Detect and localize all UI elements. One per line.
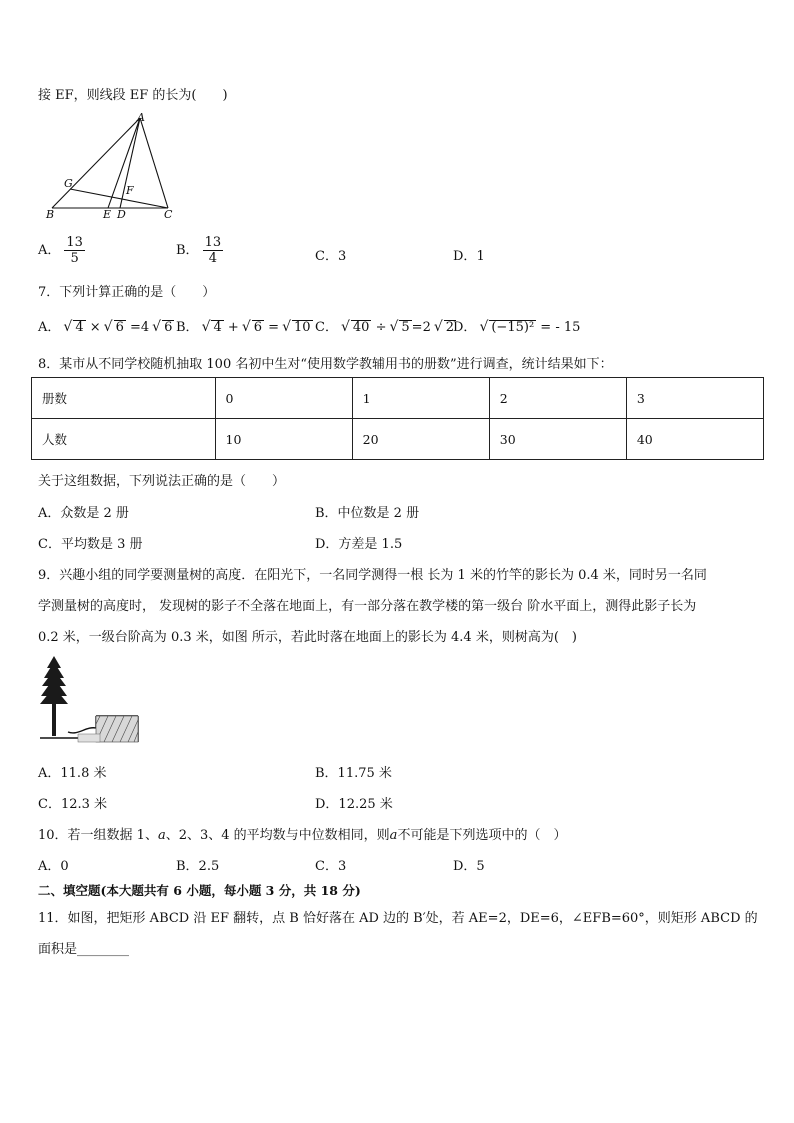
- denominator: 5: [70, 251, 79, 266]
- numerator: 13: [204, 235, 222, 250]
- label-d: D: [117, 208, 126, 221]
- radicand: 5: [401, 320, 410, 335]
- option-label: B．: [176, 243, 199, 258]
- table-cell: 0: [215, 378, 352, 419]
- section-title: 二、填空题(本大题共有 6 小题，每小题 3 分，共 18 分): [38, 883, 361, 898]
- survey-table: [31, 377, 764, 460]
- q9-stem-line3: 0.2 米，一级台阶高为 0.3 米，如图 所示，若此时落在地面上的影长为 4.4 米，则树高为( ): [38, 630, 577, 645]
- label-c: C: [164, 208, 173, 221]
- table-row: [32, 419, 764, 460]
- table-row: [32, 378, 764, 419]
- option-label: C．: [315, 249, 338, 264]
- stem-text: 、2、3、4 的平均数与中位数相同，则: [165, 828, 390, 843]
- q8-option-d[interactable]: D．方差是 1.5: [315, 537, 403, 552]
- table-cell: 1: [352, 378, 489, 419]
- radical-sign: √: [282, 319, 291, 335]
- option-label: A．: [38, 320, 61, 335]
- option-label: D．: [453, 320, 477, 335]
- tree-icon: [40, 656, 68, 736]
- q6-option-c[interactable]: [315, 245, 346, 264]
- radical-sign: √: [479, 319, 489, 335]
- operator: ÷: [375, 320, 387, 335]
- radicand: 6: [253, 320, 263, 335]
- label-b: B: [46, 208, 55, 221]
- radicand: 2: [445, 320, 455, 335]
- equals: =4: [129, 320, 150, 335]
- q9-option-c[interactable]: C．12.3 米: [38, 797, 108, 812]
- table-cell: 3: [626, 378, 763, 419]
- operator: ×: [89, 320, 101, 335]
- label-e: E: [103, 208, 112, 221]
- equals: = - 15: [540, 320, 581, 335]
- equals: =2: [411, 320, 431, 335]
- option-label: C．: [315, 320, 338, 335]
- table-cell: 30: [489, 419, 626, 460]
- option-text: 3: [337, 249, 347, 264]
- q6-option-d[interactable]: [453, 245, 485, 264]
- q9-stem-line2: 学测量树的高度时， 发现树的影子不全落在地面上，有一部分落在教学楼的第一级台 阶水平面上，测得此影子长为: [38, 599, 697, 614]
- denominator: 4: [208, 251, 217, 266]
- q10-stem: [38, 824, 566, 843]
- radical-sign: √: [152, 319, 162, 335]
- fraction: [64, 235, 85, 266]
- radicand: 4: [75, 320, 84, 335]
- q7-option-b[interactable]: [176, 316, 313, 335]
- q10-option-a[interactable]: A．0: [38, 859, 69, 874]
- table-cell: 20: [352, 419, 489, 460]
- q11-stem-line2: 面积是________: [38, 942, 130, 957]
- q9-stem-line1: 9．兴趣小组的同学要测量树的高度．在阳光下，一名同学测得一根 长为 1 米的竹竿的影长为 0.4 米，同时另一名同: [38, 568, 707, 583]
- segment-gc: [70, 189, 168, 208]
- option-text: 1: [476, 249, 485, 264]
- table-cell: 40: [626, 419, 763, 460]
- label-f: F: [126, 184, 134, 197]
- fraction: [203, 235, 224, 266]
- q9-option-d[interactable]: D．12.25 米: [315, 797, 393, 812]
- option-label: A．: [38, 243, 61, 258]
- radical-sign: √: [241, 319, 251, 335]
- radicand: (−15)²: [491, 320, 535, 335]
- q9-option-b[interactable]: B．11.75 米: [315, 766, 392, 781]
- q7-option-d[interactable]: [453, 316, 580, 335]
- q6-stem-tail: 接 EF，则线段 EF 的长为( ): [38, 88, 228, 103]
- table-cell: 2: [489, 378, 626, 419]
- q7-option-c[interactable]: [315, 316, 456, 335]
- q6-option-a[interactable]: [38, 235, 85, 266]
- q10-option-c[interactable]: C．3: [315, 859, 347, 874]
- radicand: 6: [164, 320, 173, 335]
- triangle-figure: [40, 112, 190, 224]
- q10-option-b[interactable]: B．2.5: [176, 859, 220, 874]
- radicand: 40: [352, 320, 370, 335]
- side-ac: [140, 118, 168, 208]
- stem-text: 不可能是下列选项中的（ ）: [397, 828, 567, 843]
- stem-text: 10．若一组数据 1、: [38, 828, 158, 843]
- radicand: 10: [293, 320, 311, 335]
- table-cell: 10: [215, 419, 352, 460]
- q8-option-a[interactable]: A．众数是 2 册: [38, 506, 129, 521]
- variable-a: a: [157, 828, 166, 843]
- q8-stem: 8．某市从不同学校随机抽取 100 名初中生对“使用数学教辅用书的册数”进行调查，统计结果如下：: [38, 357, 613, 372]
- q7-stem: 7．下列计算正确的是（ ）: [38, 285, 216, 300]
- radicand: 6: [115, 320, 124, 335]
- q8-question: 关于这组数据，下列说法正确的是（ ）: [38, 474, 286, 489]
- numerator: 13: [66, 235, 83, 250]
- operator: +: [227, 320, 239, 335]
- q6-option-b[interactable]: [176, 235, 223, 266]
- tree-shadow-figure: [38, 654, 142, 746]
- radical-sign: √: [201, 319, 211, 335]
- label-a: A: [137, 112, 145, 124]
- q7-option-a[interactable]: [38, 316, 174, 335]
- segment-ae: [108, 118, 140, 208]
- variable-a: a: [389, 828, 398, 843]
- radical-sign: √: [63, 319, 73, 335]
- equals: =: [268, 320, 280, 335]
- radical-sign: √: [433, 319, 443, 335]
- q8-option-b[interactable]: B．中位数是 2 册: [315, 506, 420, 521]
- q10-option-d[interactable]: D．5: [453, 859, 485, 874]
- option-label: D．: [453, 249, 477, 264]
- radical-sign: √: [389, 319, 399, 335]
- radical-sign: √: [340, 319, 350, 335]
- option-label: B．: [176, 320, 199, 335]
- q9-option-a[interactable]: A．11.8 米: [38, 766, 107, 781]
- table-cell: 人数: [32, 419, 216, 460]
- radical-sign: √: [103, 319, 113, 335]
- table-cell: 册数: [32, 378, 216, 419]
- q8-option-c[interactable]: C．平均数是 3 册: [38, 537, 143, 552]
- q11-stem-line1: 11．如图，把矩形 ABCD 沿 EF 翻转，点 B 恰好落在 AD 边的 B′处，若 AE=2，DE=6，∠EFB=60°，则矩形 ABCD 的: [38, 911, 758, 926]
- radicand: 4: [213, 320, 222, 335]
- label-g: G: [64, 177, 73, 190]
